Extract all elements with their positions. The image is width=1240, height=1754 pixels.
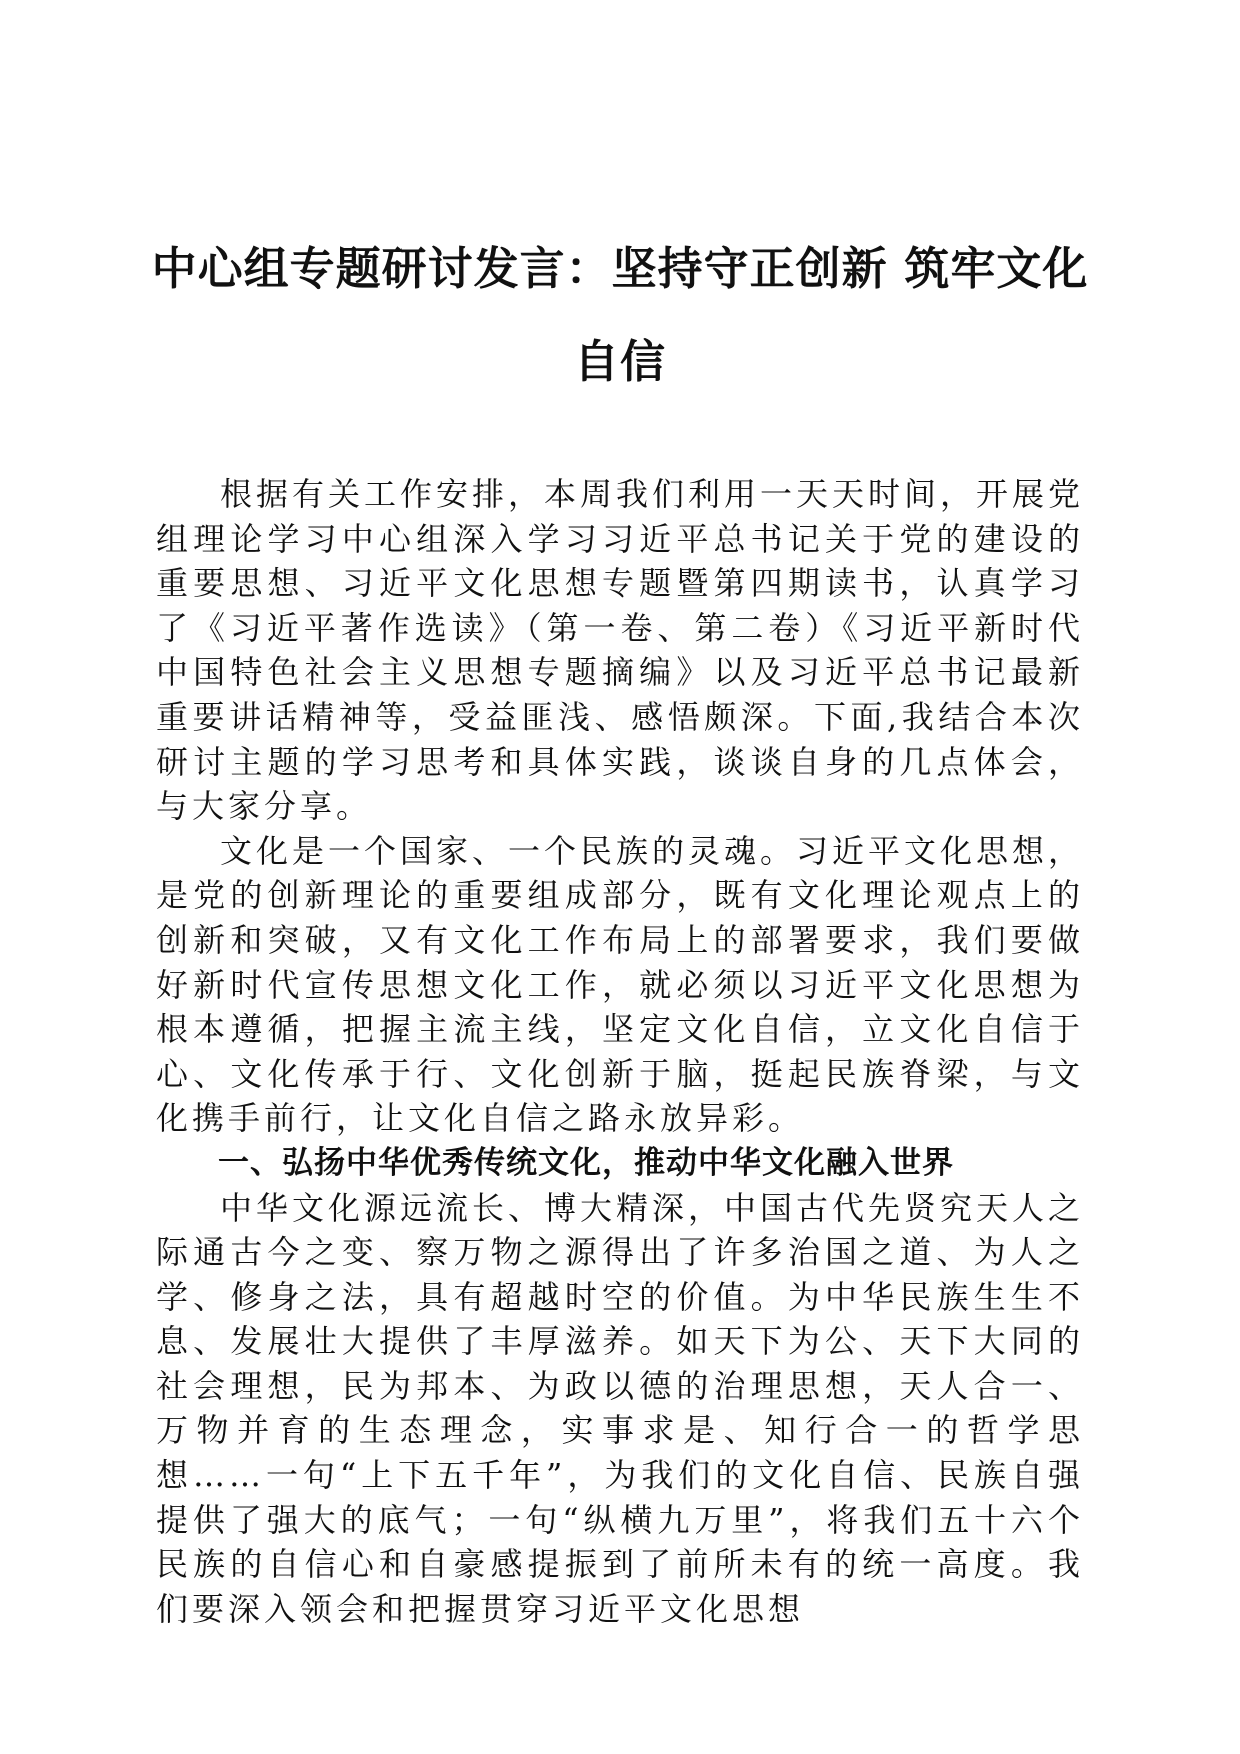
section-paragraph: 中华文化源远流长、博大精深，中国古代先贤究天人之际通古今之变、察万物之源得出了许多治国之道、为人之学、修身之法，具有超越时空的价值。为中华民族生生不息、发展壮大提供了丰厚滋养。如天下为公、天下大同的社会理想，民为邦本、为政以德的治理思想，天人合一、万物并育的生态理念，实事求是、知行合一的哲学思想……一句“上下五千年”，为我们的文化自信、民族自强提供了强大的底气；一句“纵横九万里”，将我们五十六个民族的自信心和自豪感提振到了前所未有的统一高度。我们要深入领会和把握贯穿习近平文化思想 [156, 1188, 1085, 1628]
culture-paragraph: 文化是一个国家、一个民族的灵魂。习近平文化思想，是党的创新理论的重要组成部分，既有文化理论观点上的创新和突破，又有文化工作布局上的部署要求，我们要做好新时代宣传思想文化工作，就必须以习近平文化思想为根本遵循，把握主流主线，坚定文化自信，立文化自信于心、文化传承于行、文化创新于脑，挺起民族脊梁，与文化携手前行，让文化自信之路永放异彩。 [156, 831, 1085, 1138]
section-heading: 一、弘扬中华优秀传统文化，推动中华文化融入世界 [218, 1144, 954, 1181]
document-title: 中心组专题研讨发言：坚持守正创新 筑牢文化自信 [151, 242, 1089, 388]
document-body [156, 472, 1084, 1631]
intro-paragraph: 根据有关工作安排，本周我们利用一天天时间，开展党组理论学习中心组深入学习习近平总书记关于党的建设的重要思想、习近平文化思想专题暨第四期读书，认真学习了《习近平著作选读》（第一卷、第二卷）《习近平新时代中国特色社会主义思想专题摘编》以及习近平总书记最新重要讲话精神等，受益匪浅、感悟颇深。下面,我结合本次研讨主题的学习思考和具体实践，谈谈自身的几点体会，与大家分享。 [156, 475, 1085, 826]
